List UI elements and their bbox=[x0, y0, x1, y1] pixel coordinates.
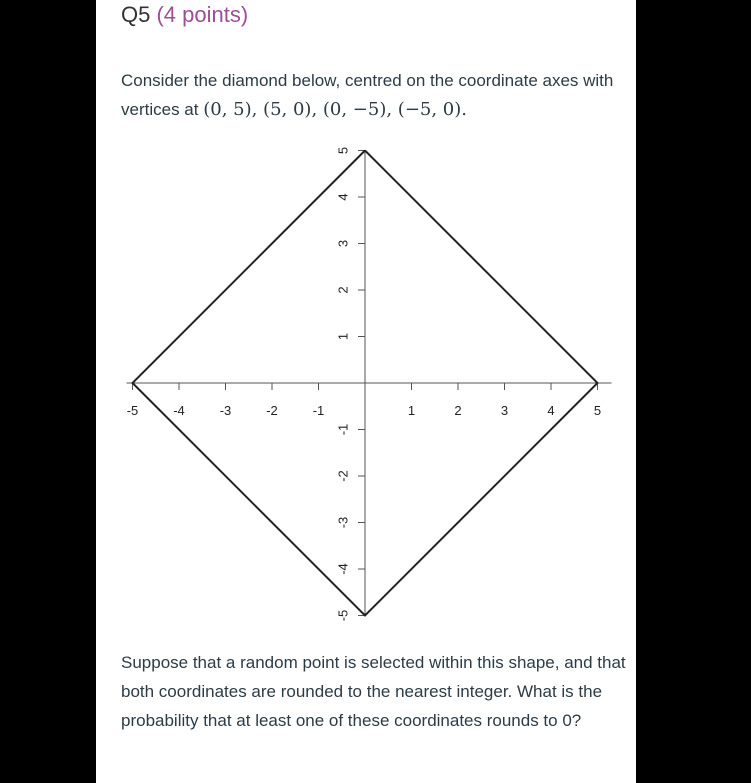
y-tick-label: 1 bbox=[335, 332, 351, 341]
x-tick-label: -4 bbox=[173, 403, 185, 418]
plot-tick-labels bbox=[127, 147, 601, 621]
y-tick-label: 4 bbox=[335, 193, 351, 201]
y-tick-label: 2 bbox=[335, 286, 351, 294]
y-tick-label: 3 bbox=[335, 239, 351, 248]
diamond-vertex bbox=[365, 615, 366, 616]
diamond-vertex bbox=[597, 383, 598, 384]
y-tick-label: -5 bbox=[335, 609, 351, 622]
question-number: Q5 bbox=[121, 2, 151, 27]
x-tick-label: -2 bbox=[266, 403, 278, 418]
diamond-vertex bbox=[132, 383, 133, 384]
y-tick-label: -1 bbox=[335, 423, 351, 436]
x-tick-label: -5 bbox=[126, 403, 139, 418]
question-body: Suppose that a random point is selected within this shape, and that both coordinates are rounded to the nearest integer. What is the probability that at least one of these coordinates rounds to 0? bbox=[121, 653, 626, 730]
diamond-plot bbox=[96, 0, 636, 640]
question-points: (4 points) bbox=[156, 2, 249, 27]
x-tick-label: -1 bbox=[312, 403, 325, 418]
x-tick-label: 1 bbox=[407, 403, 416, 418]
plot-axes bbox=[127, 151, 612, 616]
vertices-math: (0, 5), (5, 0), (0, −5), (−5, 0). bbox=[203, 99, 468, 120]
y-tick-label: -4 bbox=[335, 563, 351, 575]
question-panel bbox=[96, 0, 636, 783]
x-tick-label: 5 bbox=[593, 403, 602, 418]
x-tick-label: 3 bbox=[500, 403, 509, 418]
prompt-text: Consider the diamond below, centred on the coordinate axes with vertices at bbox=[121, 71, 614, 119]
y-tick-label: 5 bbox=[335, 146, 351, 155]
y-tick-label: -3 bbox=[335, 516, 351, 529]
x-tick-label: 4 bbox=[547, 403, 555, 418]
x-tick-label: 2 bbox=[454, 403, 462, 418]
x-tick-label: -3 bbox=[219, 403, 232, 418]
y-tick-label: -2 bbox=[335, 470, 351, 482]
diamond-vertex bbox=[365, 150, 366, 151]
